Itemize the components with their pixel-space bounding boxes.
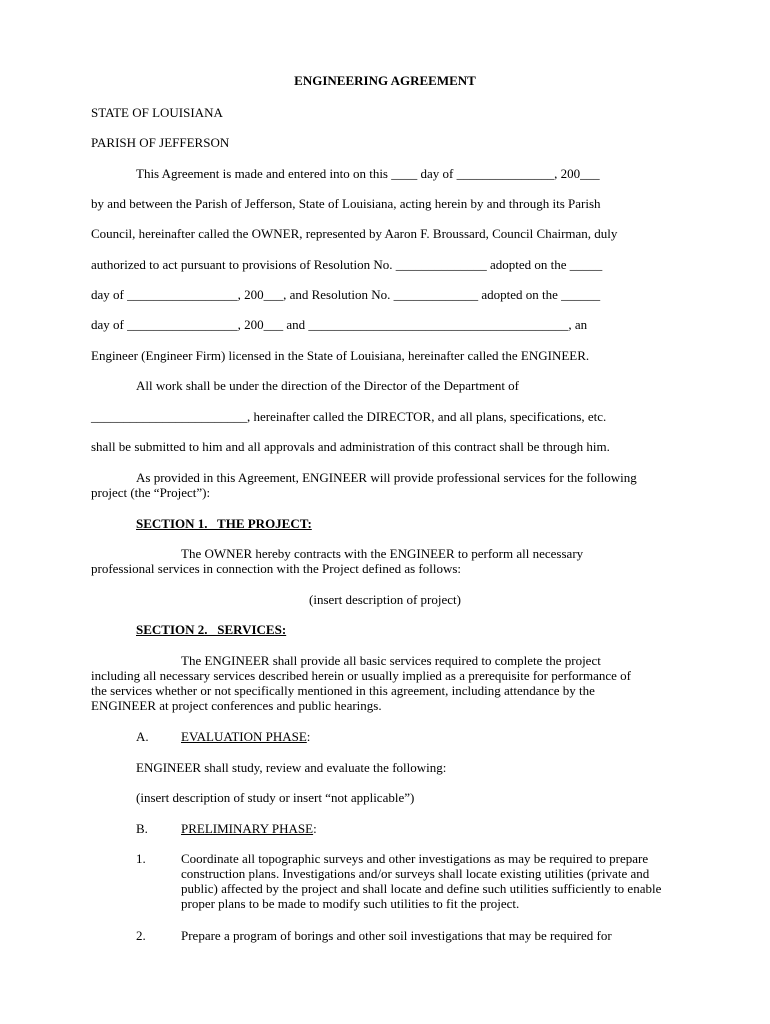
phase-b-letter: B. (136, 821, 148, 836)
section-1-heading: SECTION 1. THE PROJECT: (136, 516, 312, 531)
section-1-body-line: professional services in connection with the Project defined as follows: (91, 561, 462, 576)
section-2-heading: SECTION 2. SERVICES: (136, 622, 287, 637)
phase-a-letter: A. (136, 729, 149, 744)
services-intro-line: project (the “Project”): (91, 485, 211, 500)
phase-b-colon: : (313, 821, 317, 836)
parish-line: PARISH OF JEFFERSON (91, 135, 230, 150)
agreement-line: day of _________________, 200___, and Resolution No. _____________ adopted on the ______ (91, 287, 601, 302)
section-2-body-line: The ENGINEER shall provide all basic services required to complete the project (181, 653, 601, 668)
phase-a-title (181, 729, 310, 744)
agreement-line: day of _________________, 200___ and ________________________________________, an (91, 317, 588, 332)
project-description-placeholder: (insert description of project) (309, 592, 461, 607)
document-title: ENGINEERING AGREEMENT (294, 73, 476, 88)
director-line: ________________________, hereinafter called the DIRECTOR, and all plans, specifications, etc. (91, 409, 607, 424)
section-2-body-line: the services whether or not specifically mentioned in this agreement, including attendance by the (91, 683, 595, 698)
director-line: shall be submitted to him and all approvals and administration of this contract shall be through him. (91, 439, 610, 454)
agreement-line: Engineer (Engineer Firm) licensed in the State of Louisiana, hereinafter called the ENGINEER. (91, 348, 590, 363)
services-intro-line: As provided in this Agreement, ENGINEER will provide professional services for the following (136, 470, 637, 485)
phase-a-colon: : (306, 729, 311, 744)
section-1-body-line: The OWNER hereby contracts with the ENGINEER to perform all necessary (181, 546, 584, 561)
phase-a-title-text: EVALUATION PHASE (181, 729, 307, 744)
agreement-line: authorized to act pursuant to provisions of Resolution No. ______________ adopted on the _____ (91, 257, 603, 272)
section-2-body-line: including all necessary services described herein or usually implied as a prerequisite for performance of (91, 668, 632, 683)
list-item-text: Coordinate all topographic surveys and other investigations as may be required to prepare construction plans. Investigations and/or surveys shall locate existing utilities (private and public) affected by the project and shall locate and define such utilities sufficiently to enable proper plans to be made to modify such utilities to fit the project. (181, 851, 662, 911)
state-line: STATE OF LOUISIANA (91, 105, 223, 120)
agreement-line: Council, hereinafter called the OWNER, represented by Aaron F. Broussard, Council Chairman, duly (91, 226, 618, 241)
phase-a-text: ENGINEER shall study, review and evaluate the following: (136, 760, 447, 775)
agreement-line: This Agreement is made and entered into on this ____ day of _______________, 200___ (136, 166, 600, 181)
phase-b-title-text: PRELIMINARY PHASE (181, 821, 314, 836)
agreement-line: by and between the Parish of Jefferson, State of Louisiana, acting herein by and through its Parish (91, 196, 601, 211)
phase-b-title (181, 821, 317, 836)
section-2-body-line: ENGINEER at project conferences and public hearings. (91, 698, 382, 713)
list-item-text: Prepare a program of borings and other soil investigations that may be required for (181, 928, 612, 943)
list-item-number: 1. (136, 851, 146, 866)
phase-a-placeholder: (insert description of study or insert “not applicable”) (136, 790, 415, 805)
director-line: All work shall be under the direction of the Director of the Department of (136, 378, 520, 393)
list-item-number: 2. (136, 928, 146, 943)
